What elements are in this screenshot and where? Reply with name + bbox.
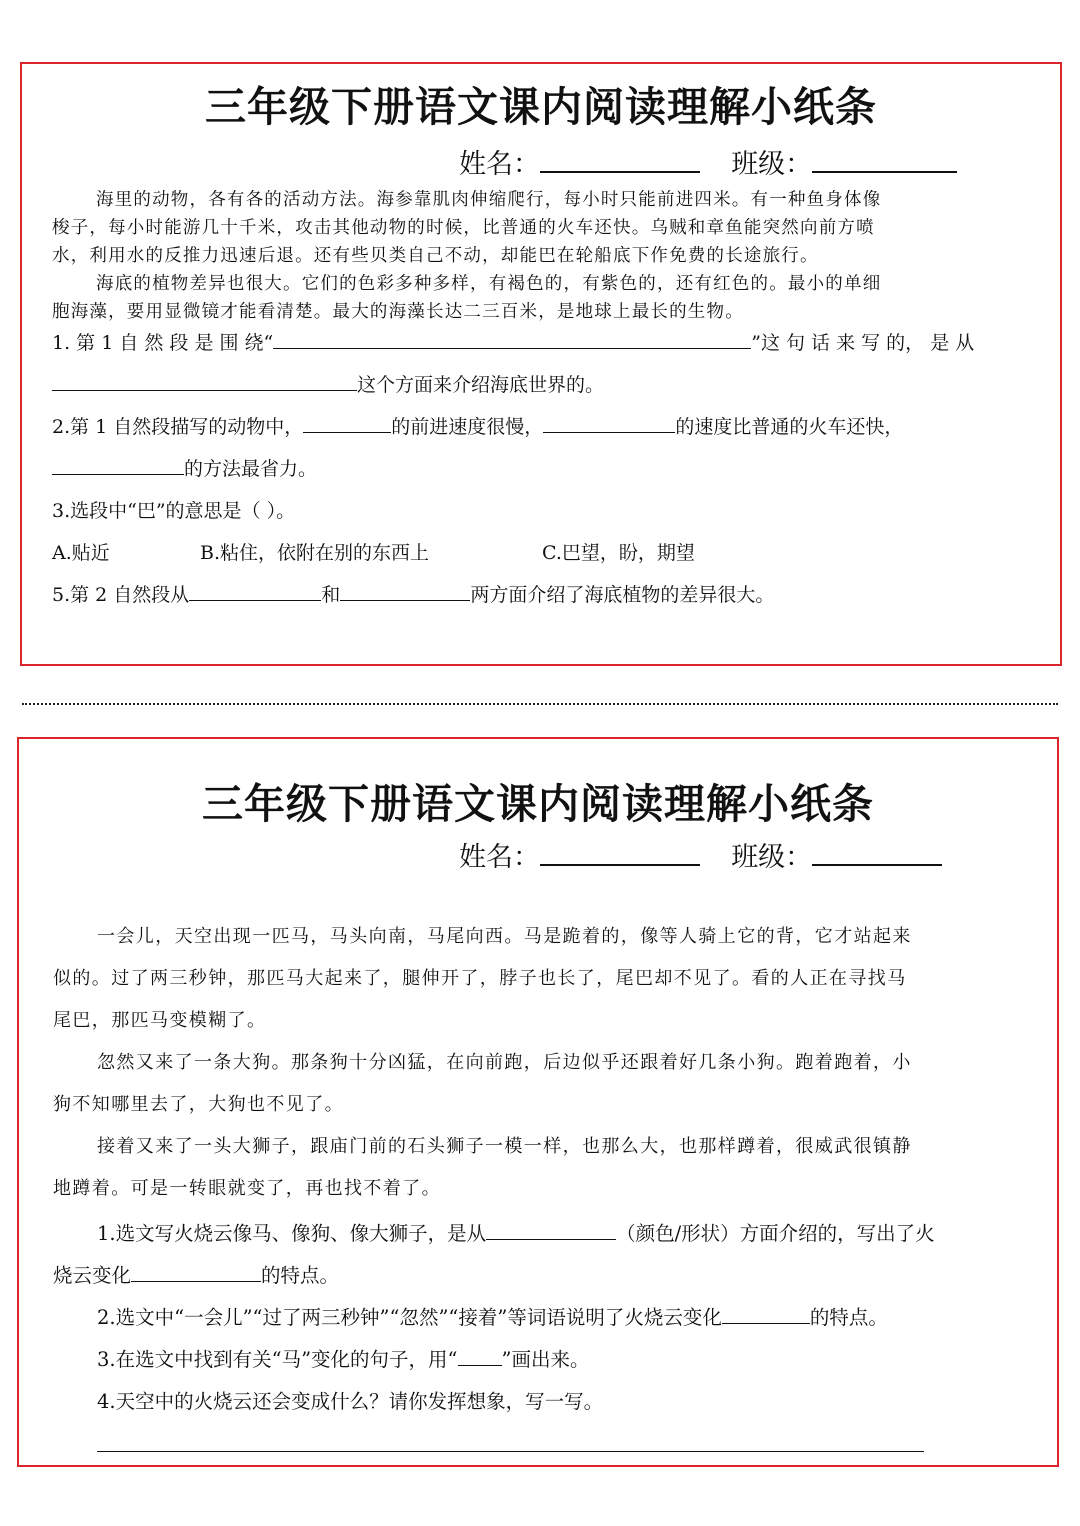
- card2-q2-text-a: 2.选文中“一会儿”“过了两三秒钟”“忽然”“接着”等词语说明了火烧云变化: [97, 1306, 722, 1329]
- card1-title: 三年级下册语文课内阅读理解小纸条: [205, 83, 877, 131]
- card1-q1-text-a: 1. 第 1 自 然 段 是 围 绕“: [52, 332, 274, 354]
- card1-passage-line: 胞海藻，要用显微镜才能看清楚。最大的海藻长达二三百米，是地球上最长的生物。: [52, 302, 744, 322]
- card2-q1-text-c: 烧云变化: [53, 1264, 132, 1287]
- card1-name-blank[interactable]: [540, 147, 700, 173]
- card2-class-label: 班级：: [731, 842, 813, 873]
- card1-q1-blank-2[interactable]: [52, 372, 357, 391]
- card1-option-a[interactable]: A.贴近: [52, 542, 110, 564]
- card1-passage-line: 梭子，每小时能游几十千米，攻击其他动物的时候，比普通的火车还快。乌贼和章鱼能突然向前方喷: [52, 218, 875, 238]
- card2-name-label: 姓名：: [459, 842, 540, 873]
- card1-question-5: [52, 574, 1030, 616]
- card2-q3-text-b: ”画出来。: [501, 1348, 590, 1371]
- card2-title: 三年级下册语文课内阅读理解小纸条: [202, 780, 874, 828]
- card1-question-2: [52, 406, 1030, 490]
- card2-passage-line: 地蹲着。可是一转眼就变了，再也找不着了。: [53, 1178, 441, 1199]
- card2-q1-blank-2[interactable]: [131, 1263, 261, 1282]
- card2-q3-blank[interactable]: [458, 1347, 502, 1366]
- worksheet-card-1: [20, 62, 1062, 666]
- card2-question-3: [97, 1339, 1027, 1381]
- card2-question-1: [53, 1213, 1027, 1297]
- card2-q1-blank-1[interactable]: [486, 1221, 616, 1240]
- card2-name-blank[interactable]: [540, 840, 700, 866]
- card1-q1-text-b: ”这 句 话 来 写 的， 是 从: [751, 332, 975, 354]
- card2-question-4: 4.天空中的火烧云还会变成什么？请你发挥想象，写一写。: [97, 1390, 604, 1413]
- cut-line-divider: [22, 703, 1058, 705]
- card2-passage-line: 尾巴，那匹马变模糊了。: [53, 1010, 267, 1031]
- card1-question-1: [52, 322, 1030, 406]
- card2-passage-line: 狗不知哪里去了，大狗也不见了。: [53, 1094, 344, 1115]
- card1-q2-text-b: 的前进速度很慢，: [391, 416, 544, 438]
- card1-q2-blank-3[interactable]: [52, 456, 184, 475]
- card2-q2-blank[interactable]: [722, 1305, 810, 1324]
- card2-q1-text-a: 1.选文写火烧云像马、像狗、像大狮子，是从: [97, 1222, 487, 1245]
- card1-q5-blank-1[interactable]: [189, 582, 321, 601]
- card2-passage: [53, 916, 1027, 1210]
- card1-q2-blank-1[interactable]: [303, 414, 391, 433]
- card1-q2-text-a: 2.第 1 自然段描写的动物中，: [52, 416, 304, 438]
- card2-passage-line: 似的。过了两三秒钟，那匹马大起来了，腿伸开了，脖子也长了，尾巴却不见了。看的人正在寻找马: [53, 968, 907, 989]
- card1-class-blank[interactable]: [812, 147, 957, 173]
- card1-option-b[interactable]: B.粘住，依附在别的东西上: [200, 542, 430, 564]
- card1-option-c[interactable]: C.巴望，盼，期望: [542, 542, 695, 564]
- card2-passage-line: 忽然又来了一条大狗。那条狗十分凶猛，在向前跑，后边似乎还跟着好几条小狗。跑着跑着，小: [97, 1052, 912, 1073]
- card2-class-blank[interactable]: [812, 840, 942, 866]
- card2-question-2: [97, 1297, 1027, 1339]
- card1-q2-text-c: 的速度比普通的火车还快，: [675, 416, 904, 438]
- card2-passage-line: 接着又来了一头大狮子，跟庙门前的石头狮子一模一样，也那么大，也那样蹲着，很威武很镇静: [97, 1136, 912, 1157]
- card1-q2-text-d: 的方法最省力。: [184, 458, 318, 480]
- card1-class-label: 班级：: [731, 149, 813, 180]
- worksheet-card-2: [17, 737, 1059, 1467]
- card1-passage: [52, 186, 1030, 326]
- card1-q1-blank-1[interactable]: [273, 330, 751, 349]
- card2-q2-text-b: 的特点。: [809, 1306, 888, 1329]
- card1-q5-blank-2[interactable]: [340, 582, 470, 601]
- card1-passage-line: 水，利用水的反推力迅速后退。还有些贝类自己不动，却能巴在轮船底下作免费的长途旅行。: [52, 246, 819, 266]
- card2-q3-text-a: 3.在选文中找到有关“马”变化的句子，用“: [97, 1348, 458, 1371]
- card1-question-3: 3.选段中“巴”的意思是（ ）。: [52, 500, 296, 522]
- card1-name-class-line: [459, 142, 957, 181]
- card1-name-label: 姓名：: [459, 149, 540, 180]
- card2-q1-text-d: 的特点。: [261, 1264, 340, 1287]
- card1-q2-blank-2[interactable]: [543, 414, 675, 433]
- card2-passage-line: 一会儿，天空出现一匹马，马头向南，马尾向西。马是跪着的，像等人骑上它的背，它才站起来: [97, 926, 912, 947]
- card1-q1-text-c: 这个方面来介绍海底世界的。: [357, 374, 605, 396]
- card2-q1-text-b: （颜色/形状）方面介绍的，写出了火: [616, 1222, 935, 1245]
- card1-passage-line: 海底的植物差异也很大。它们的色彩多种多样，有褐色的，有紫色的，还有红色的。最小的单细: [96, 274, 882, 294]
- card2-answer-line[interactable]: [97, 1451, 924, 1452]
- card1-passage-line: 海里的动物，各有各的活动方法。海参靠肌肉伸缩爬行，每小时只能前进四米。有一种鱼身体像: [96, 190, 882, 210]
- card1-q5-text-b: 和: [321, 584, 341, 606]
- card2-name-class-line: [459, 835, 942, 874]
- card1-q5-text-c: 两方面介绍了海底植物的差异很大。: [470, 584, 775, 606]
- card1-q5-text-a: 5.第 2 自然段从: [52, 584, 190, 606]
